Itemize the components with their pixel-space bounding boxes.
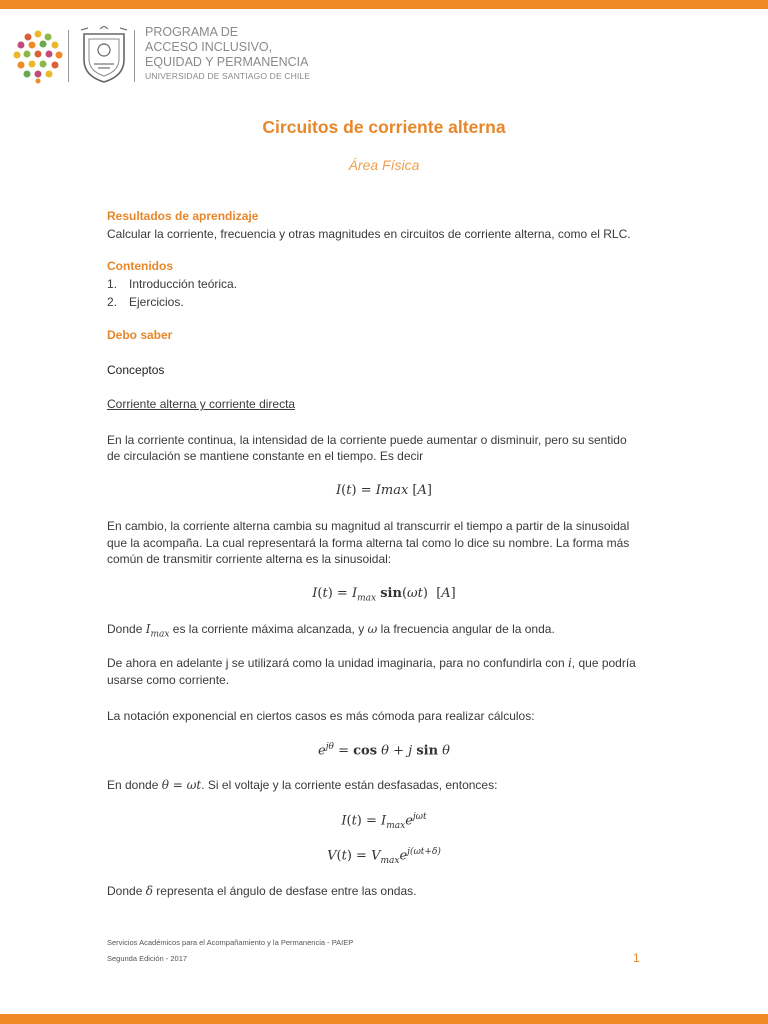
paragraph-line: de circulación se mantiene constante en el tiempo. Es decir xyxy=(107,449,424,463)
equation-dc: I(t) = Imax [A] xyxy=(336,483,432,498)
text-fragment: En donde xyxy=(107,778,162,792)
paragraph-line: En la corriente continua, la intensidad de la corriente puede aumentar o disminuir, pero su sentido xyxy=(107,433,627,447)
university-seal-icon xyxy=(78,26,130,84)
document-subtitle: Área Física xyxy=(348,157,420,173)
paragraph-line: En donde θ = ωt. Si el voltaje y la corriente están desfasadas, entonces: xyxy=(107,778,498,792)
paragraph-line: usarse como corriente. xyxy=(107,673,230,687)
text-fragment: representa el ángulo de desfase entre las ondas. xyxy=(152,884,417,898)
paragraph-line: Donde δ representa el ángulo de desfase entre las ondas. xyxy=(107,884,417,898)
resultados-text: Calcular la corriente, frecuencia y otras magnitudes en circuitos de corriente alterna, como el RLC. xyxy=(107,227,631,241)
contenidos-heading: Contenidos xyxy=(107,259,173,273)
text-fragment: Donde xyxy=(107,884,146,898)
equation-euler: $e^{j\theta} = \cos \theta + j$ sin θ xyxy=(318,742,450,759)
list-text: Introducción teórica. xyxy=(129,277,238,291)
logo-divider xyxy=(68,30,69,82)
list-item xyxy=(107,295,184,309)
footer-line: Segunda Edición - 2017 xyxy=(107,954,188,963)
leaves-logo-icon xyxy=(12,28,64,84)
footer-line: Servicios Académicos para el Acompañamiento y la Permanencia - PAIEP xyxy=(107,938,354,947)
paragraph-line: que la acompaña. La cual representará la forma alterna tal como lo dice su nombre. La forma más xyxy=(107,536,630,550)
org-line: ACCESO INCLUSIVO, xyxy=(145,40,273,54)
logo-divider xyxy=(134,30,135,82)
text-fragment: . Si el voltaje y la corriente están desfasadas, entonces: xyxy=(201,778,498,792)
list-item xyxy=(107,277,237,291)
org-line: EQUIDAD Y PERMANENCIA xyxy=(145,55,309,69)
equation-current: $I(t) = I_{max}e^{j\omega t}$ xyxy=(341,812,427,831)
bottom-accent-bar xyxy=(0,1014,768,1024)
org-line: PROGRAMA DE xyxy=(145,25,239,39)
paragraph-line: común de transmitir corriente alterna es la sinusoidal: xyxy=(107,552,392,566)
paragraph-line: De ahora en adelante j se utilizará como la unidad imaginaria, para no confundirla con i, que podría xyxy=(107,656,636,670)
list-number: 2. xyxy=(107,295,118,309)
organization-name xyxy=(145,25,310,83)
paragraph-line: La notación exponencial en ciertos casos es más cómoda para realizar cálculos: xyxy=(107,709,535,723)
text-fragment: , que podría xyxy=(571,656,636,670)
paragraph-line: En cambio, la corriente alterna cambia su magnitud al transcurrir el tiempo a partir de la sinusoidal xyxy=(107,519,630,533)
text-fragment: Donde xyxy=(107,622,146,636)
conceptos-heading: Conceptos xyxy=(107,363,165,377)
text-fragment: es la corriente máxima alcanzada, y xyxy=(169,622,368,636)
list-number: 1. xyxy=(107,277,118,291)
text-fragment: De ahora en adelante j se utilizará como la unidad imaginaria, para no confundirla con xyxy=(107,656,568,670)
debo-saber-heading: Debo saber xyxy=(107,328,173,342)
resultados-heading: Resultados de aprendizaje xyxy=(107,209,259,223)
list-text: Ejercicios. xyxy=(129,295,184,309)
equation-ac: $I(t) = I_{max}$ sin(ωt) [A] xyxy=(312,586,456,604)
equation-voltage: $V(t) = V_{max}e^{j(\omega t+\delta)}$ xyxy=(327,847,441,866)
top-accent-bar xyxy=(0,0,768,9)
text-fragment: la frecuencia angular de la onda. xyxy=(377,622,555,636)
paragraph-line: Donde $I_{max}$ es la corriente máxima alcanzada, y ω la frecuencia angular de la onda. xyxy=(107,622,555,640)
document-title: Circuitos de corriente alterna xyxy=(262,117,506,137)
page-number: 1 xyxy=(633,951,640,965)
corriente-heading: Corriente alterna y corriente directa xyxy=(107,397,296,411)
org-university: UNIVERSIDAD DE SANTIAGO DE CHILE xyxy=(145,71,311,81)
